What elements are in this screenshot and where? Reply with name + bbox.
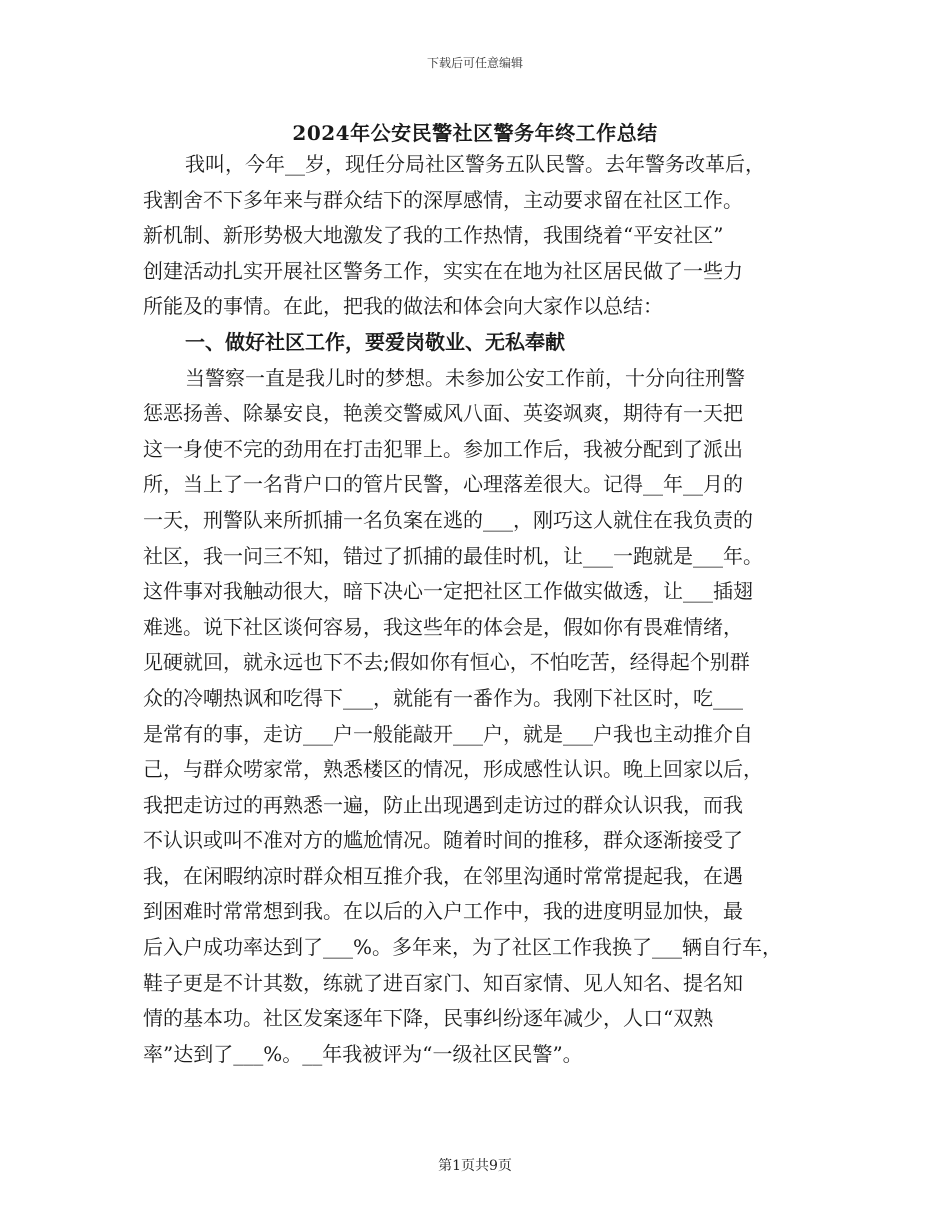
body-line: 当警察一直是我儿时的梦想。未参加公安工作前，十分向往刑警	[185, 365, 745, 390]
page-number-footer: 第1页共9页	[438, 1158, 512, 1174]
body-line: 后入户成功率达到了___%。多年来，为了社区工作我换了___辆自行车，	[143, 935, 783, 960]
body-line: 所，当上了一名背户口的管片民警，心理落差很大。记得__年__月的	[143, 472, 743, 497]
body-line: 所能及的事情。在此，把我的做法和体会向大家作以总结：	[143, 294, 663, 319]
body-line: 见硬就回，就永远也下不去;假如你有恒心，不怕吃苦，经得起个别群	[143, 650, 750, 675]
body-line: 社区，我一问三不知，错过了抓捕的最佳时机，让___一跑就是___年。	[143, 543, 763, 568]
body-line: 到困难时常常想到我。在以后的入户工作中，我的进度明显加快，最	[143, 899, 743, 924]
body-line: 率”达到了___%。__年我被评为“一级社区民警”。	[143, 1041, 583, 1066]
body-line: 这件事对我触动很大，暗下决心一定把社区工作做实做透，让___插翅	[143, 579, 753, 604]
document-title: 2024年公安民警社区警务年终工作总结	[292, 121, 658, 145]
body-line: 难逃。说下社区谈何容易，我这些年的体会是，假如你有畏难情绪，	[143, 614, 743, 639]
body-line: 我把走访过的再熟悉一遍，防止出现遇到走访过的群众认识我，而我	[143, 792, 743, 817]
body-line: 己，与群众唠家常，熟悉楼区的情况，形成感性认识。晚上回家以后，	[143, 757, 763, 782]
header-note: 下载后可任意编辑	[426, 56, 523, 70]
body-line: 是常有的事，走访___户一般能敲开___户，就是___户我也主动推介自	[143, 721, 753, 746]
section-heading: 一、做好社区工作，要爱岗敬业、无私奉献	[185, 329, 565, 354]
document-body	[143, 150, 823, 1075]
body-line: 新机制、新形势极大地激发了我的工作热情，我围绕着“平安社区”	[143, 223, 724, 248]
body-line: 我叫，今年__岁，现任分局社区警务五队民警。去年警务改革后，	[185, 152, 765, 176]
body-line: 我割舍不下多年来与群众结下的深厚感情，主动要求留在社区工作。	[143, 187, 743, 212]
body-line: 众的冷嘲热讽和吃得下___，就能有一番作为。我刚下社区时，吃___	[143, 685, 743, 710]
body-line: 鞋子更是不计其数，练就了进百家门、知百家情、见人知名、提名知	[143, 970, 743, 995]
body-line: 创建活动扎实开展社区警务工作，实实在在地为社区居民做了一些力	[143, 258, 743, 283]
body-line: 情的基本功。社区发案逐年下降，民事纠纷逐年减少，人口“双熟	[143, 1006, 714, 1031]
body-line: 一天，刑警队来所抓捕一名负案在逃的___，刚巧这人就住在我负责的	[143, 507, 753, 532]
body-line: 惩恶扬善、除暴安良，艳羡交警威风八面、英姿飒爽，期待有一天把	[143, 401, 743, 426]
body-line: 我，在闲暇纳凉时群众相互推介我，在邻里沟通时常常提起我，在遇	[143, 863, 743, 888]
body-line: 不认识或叫不准对方的尴尬情况。随着时间的推移，群众逐渐接受了	[143, 828, 743, 853]
body-line: 这一身使不完的劲用在打击犯罪上。参加工作后，我被分配到了派出	[143, 436, 743, 461]
